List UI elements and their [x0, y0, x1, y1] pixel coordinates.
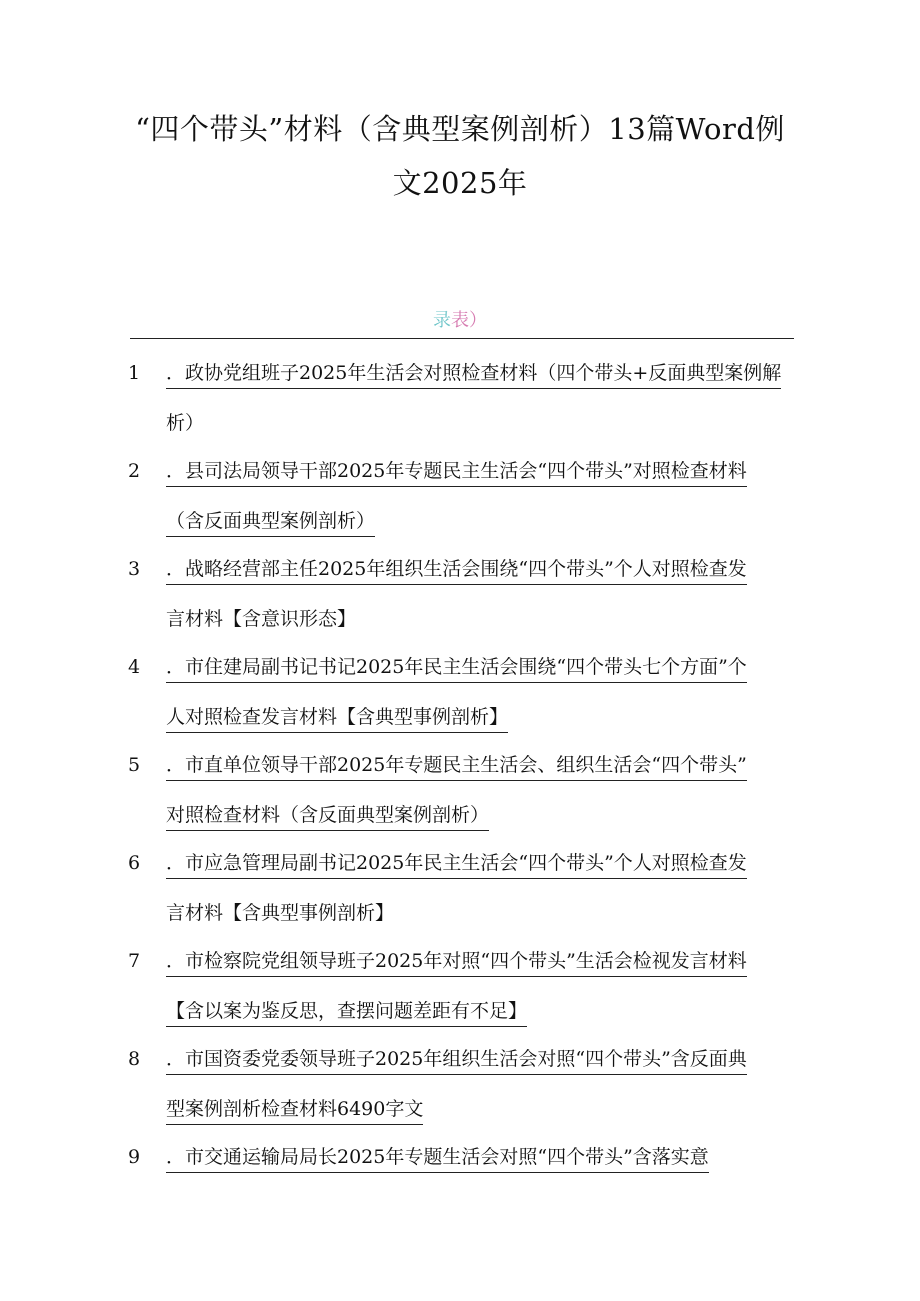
toc-item-1[interactable]: [128, 350, 808, 448]
toc-item-line-2[interactable]: 人对照检查发言材料【含典型事例剖析】: [166, 702, 508, 733]
toc-item-link[interactable]: [166, 848, 786, 947]
toc-item-2[interactable]: [128, 448, 808, 546]
toc-item-link[interactable]: [166, 946, 786, 1046]
toc-item-number: 1: [128, 362, 141, 384]
toc-item-number: 2: [128, 460, 141, 482]
toc-item-link[interactable]: [166, 750, 786, 850]
toc-item-line-1[interactable]: ．县司法局领导干部2025年专题民主生活会“四个带头”对照检查材料: [166, 456, 747, 487]
toc-item-4[interactable]: [128, 644, 808, 742]
toc-item-line-2[interactable]: （含反面典型案例剖析）: [166, 506, 375, 537]
title-line-2: 文2025年: [392, 166, 528, 200]
toc-item-link[interactable]: [166, 1044, 786, 1144]
toc-item-line-1[interactable]: ．市交通运输局局长2025年专题生活会对照“四个带头”含落实意: [166, 1142, 709, 1173]
toc-item-link[interactable]: [166, 1142, 786, 1192]
toc-item-line-2[interactable]: 析）: [166, 412, 205, 434]
toc-list: [128, 350, 808, 1232]
toc-heading: [0, 308, 920, 334]
document-title: [0, 102, 920, 210]
toc-item-link[interactable]: [166, 554, 786, 653]
toc-item-number: 8: [128, 1048, 141, 1070]
toc-item-number: 6: [128, 852, 141, 874]
toc-item-line-1[interactable]: ．市应急管理局副书记2025年民主生活会“四个带头”个人对照检查发: [166, 848, 747, 879]
toc-item-line-2[interactable]: 型案例剖析检查材料6490字文: [166, 1094, 423, 1125]
toc-item-link[interactable]: [166, 652, 786, 752]
toc-item-6[interactable]: [128, 840, 808, 938]
toc-item-line-1[interactable]: ．政协党组班子2025年生活会对照检查材料（四个带头+反面典型案例解: [166, 358, 781, 389]
toc-item-8[interactable]: [128, 1036, 808, 1134]
toc-item-number: 9: [128, 1146, 141, 1168]
toc-item-line-2[interactable]: 言材料【含意识形态】: [166, 608, 357, 630]
toc-item-line-1[interactable]: ．市检察院党组领导班子2025年对照“四个带头”生活会检视发言材料: [166, 946, 747, 977]
toc-item-line-2[interactable]: 言材料【含典型事例剖析】: [166, 902, 395, 924]
toc-item-number: 5: [128, 754, 141, 776]
toc-item-5[interactable]: [128, 742, 808, 840]
toc-item-3[interactable]: [128, 546, 808, 644]
toc-item-number: 4: [128, 656, 141, 678]
toc-item-line-2[interactable]: 对照检查材料（含反面典型案例剖析）: [166, 800, 489, 831]
toc-item-line-2[interactable]: 【含以案为鉴反思，查摆问题差距有不足】: [166, 996, 527, 1027]
toc-item-9[interactable]: [128, 1134, 808, 1232]
toc-item-line-1[interactable]: ．战略经营部主任2025年组织生活会围绕“四个带头”个人对照检查发: [166, 554, 747, 585]
toc-item-number: 7: [128, 950, 141, 972]
toc-divider: [130, 338, 794, 339]
toc-item-line-1[interactable]: ．市直单位领导干部2025年专题民主生活会、组织生活会“四个带头”: [166, 750, 747, 781]
toc-item-7[interactable]: [128, 938, 808, 1036]
toc-item-link[interactable]: [166, 358, 786, 457]
toc-heading-part-2: 表）: [451, 310, 487, 331]
toc-item-line-1[interactable]: ．市国资委党委领导班子2025年组织生活会对照“四个带头”含反面典: [166, 1044, 747, 1075]
toc-item-number: 3: [128, 558, 141, 580]
title-line-1: “四个带头”材料（含典型案例剖析）13篇Word例: [135, 112, 785, 146]
toc-heading-part-1: 录: [433, 310, 451, 331]
toc-item-link[interactable]: [166, 456, 786, 556]
toc-item-line-1[interactable]: ．市住建局副书记书记2025年民主生活会围绕“四个带头七个方面”个: [166, 652, 747, 683]
